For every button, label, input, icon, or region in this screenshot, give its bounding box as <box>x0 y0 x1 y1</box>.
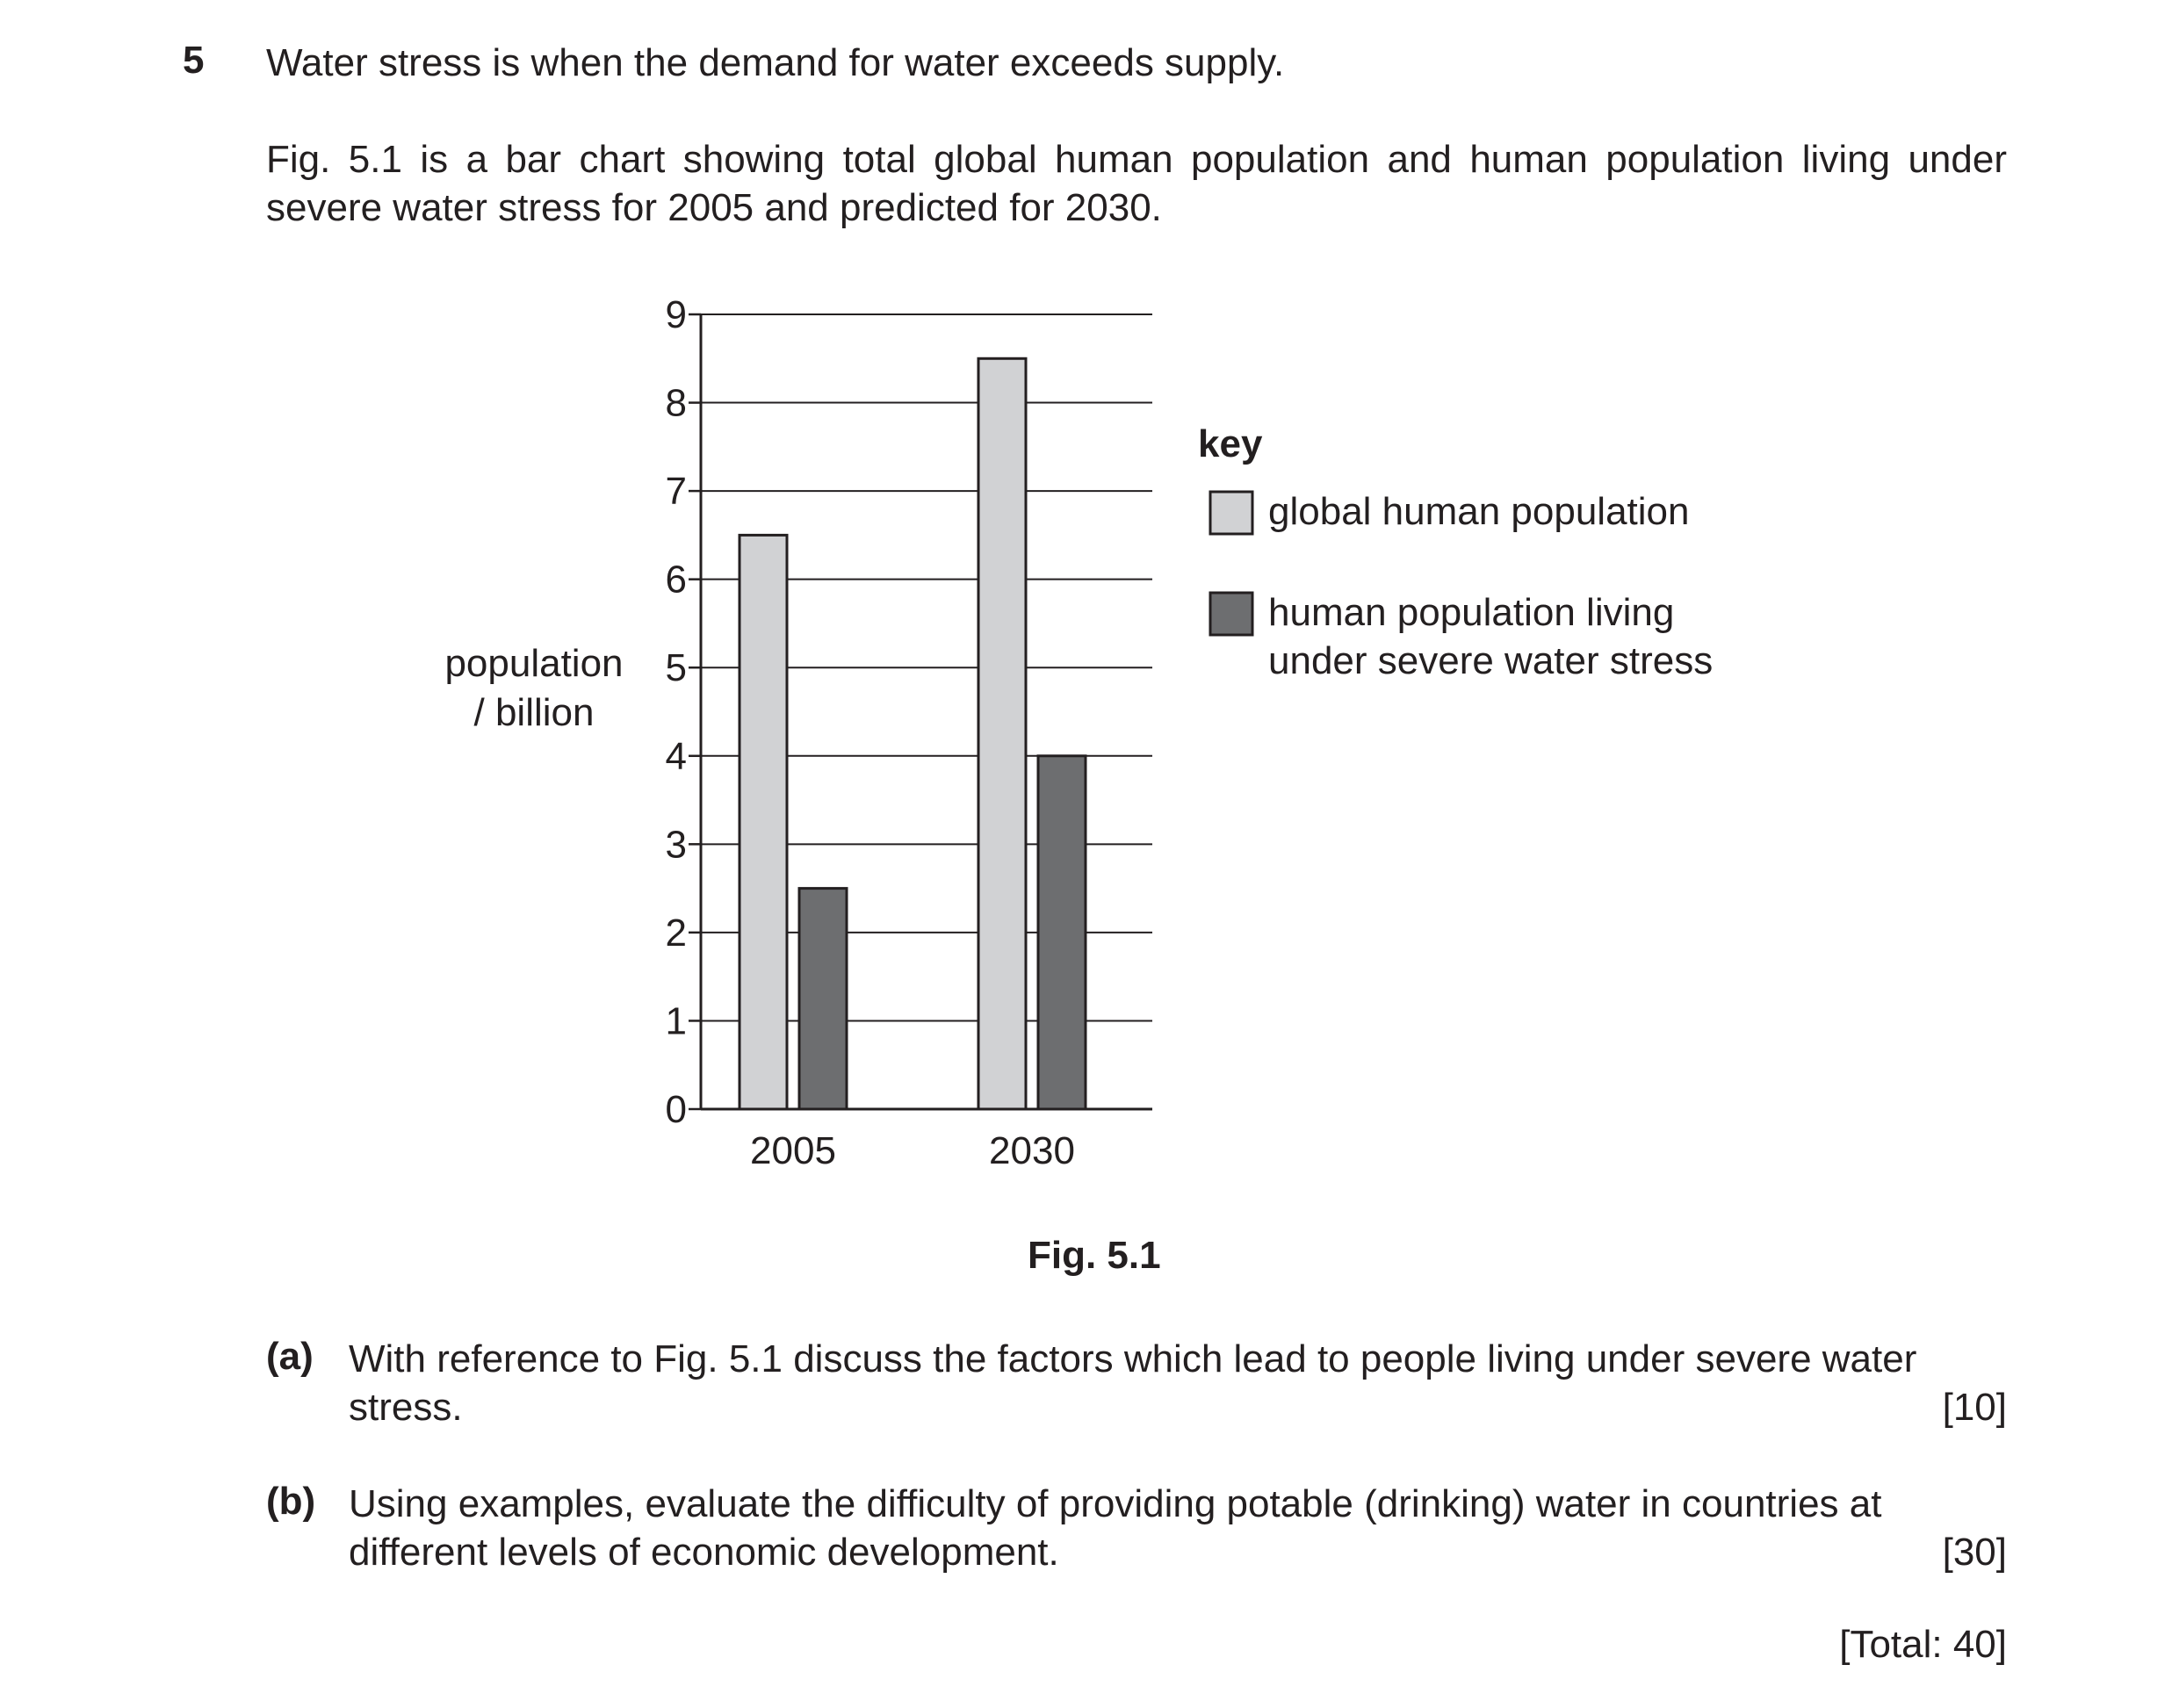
part-a-marks: [10] <box>1942 1386 2007 1429</box>
y-axis-label-line2: / billion <box>473 691 595 734</box>
question-intro: Water stress is when the demand for water exceeds supply. <box>266 41 1285 84</box>
part-b-marks: [30] <box>1942 1531 2007 1574</box>
y-tick-label: 5 <box>665 646 687 690</box>
figure-intro: Fig. 5.1 is a bar chart showing total global human population and human population living under severe water stress for 2005 and predicted for 2030. <box>266 138 2007 229</box>
part-a-label: (a) <box>266 1335 314 1378</box>
y-tick-label: 6 <box>665 558 687 602</box>
part-b-label: (b) <box>266 1480 316 1523</box>
legend-swatch <box>1210 593 1252 635</box>
bar <box>1038 756 1086 1109</box>
y-tick-label: 1 <box>665 999 687 1043</box>
legend-swatch <box>1210 492 1252 534</box>
x-tick-label: 2005 <box>750 1129 836 1172</box>
part-a-line2: stress. <box>349 1386 463 1429</box>
legend <box>1198 422 1713 682</box>
part-b-line2: different levels of economic development. <box>349 1531 1059 1574</box>
y-tick-label: 4 <box>665 734 687 778</box>
bars <box>740 358 1086 1109</box>
legend-title: key <box>1198 422 1263 465</box>
y-tick-label: 2 <box>665 911 687 955</box>
legend-label: under severe water stress <box>1268 639 1714 682</box>
question-number: 5 <box>183 39 205 82</box>
bar <box>740 535 787 1109</box>
y-tick-label: 0 <box>665 1088 687 1131</box>
figure-caption: Fig. 5.1 <box>1028 1234 1161 1277</box>
total-marks: [Total: 40] <box>1839 1623 2007 1666</box>
bar <box>978 358 1026 1109</box>
part-b-line1: Using examples, evaluate the difficulty of providing potable (drinking) water in countries at <box>349 1482 1882 1525</box>
y-tick-label: 3 <box>665 823 687 867</box>
y-axis-label-line1: population <box>444 642 624 685</box>
part-a-line1: With reference to Fig. 5.1 discuss the factors which lead to people living under severe water <box>349 1337 1917 1380</box>
part-a-question <box>349 1335 2007 1431</box>
y-tick-label: 8 <box>665 381 687 425</box>
bar <box>799 889 847 1109</box>
y-tick-label: 7 <box>665 470 687 514</box>
legend-label: human population living <box>1268 591 1675 634</box>
part-b-question <box>349 1480 2007 1576</box>
y-tick-label: 9 <box>665 293 687 336</box>
legend-label: global human population <box>1268 490 1690 533</box>
x-tick-label: 2030 <box>989 1129 1075 1172</box>
